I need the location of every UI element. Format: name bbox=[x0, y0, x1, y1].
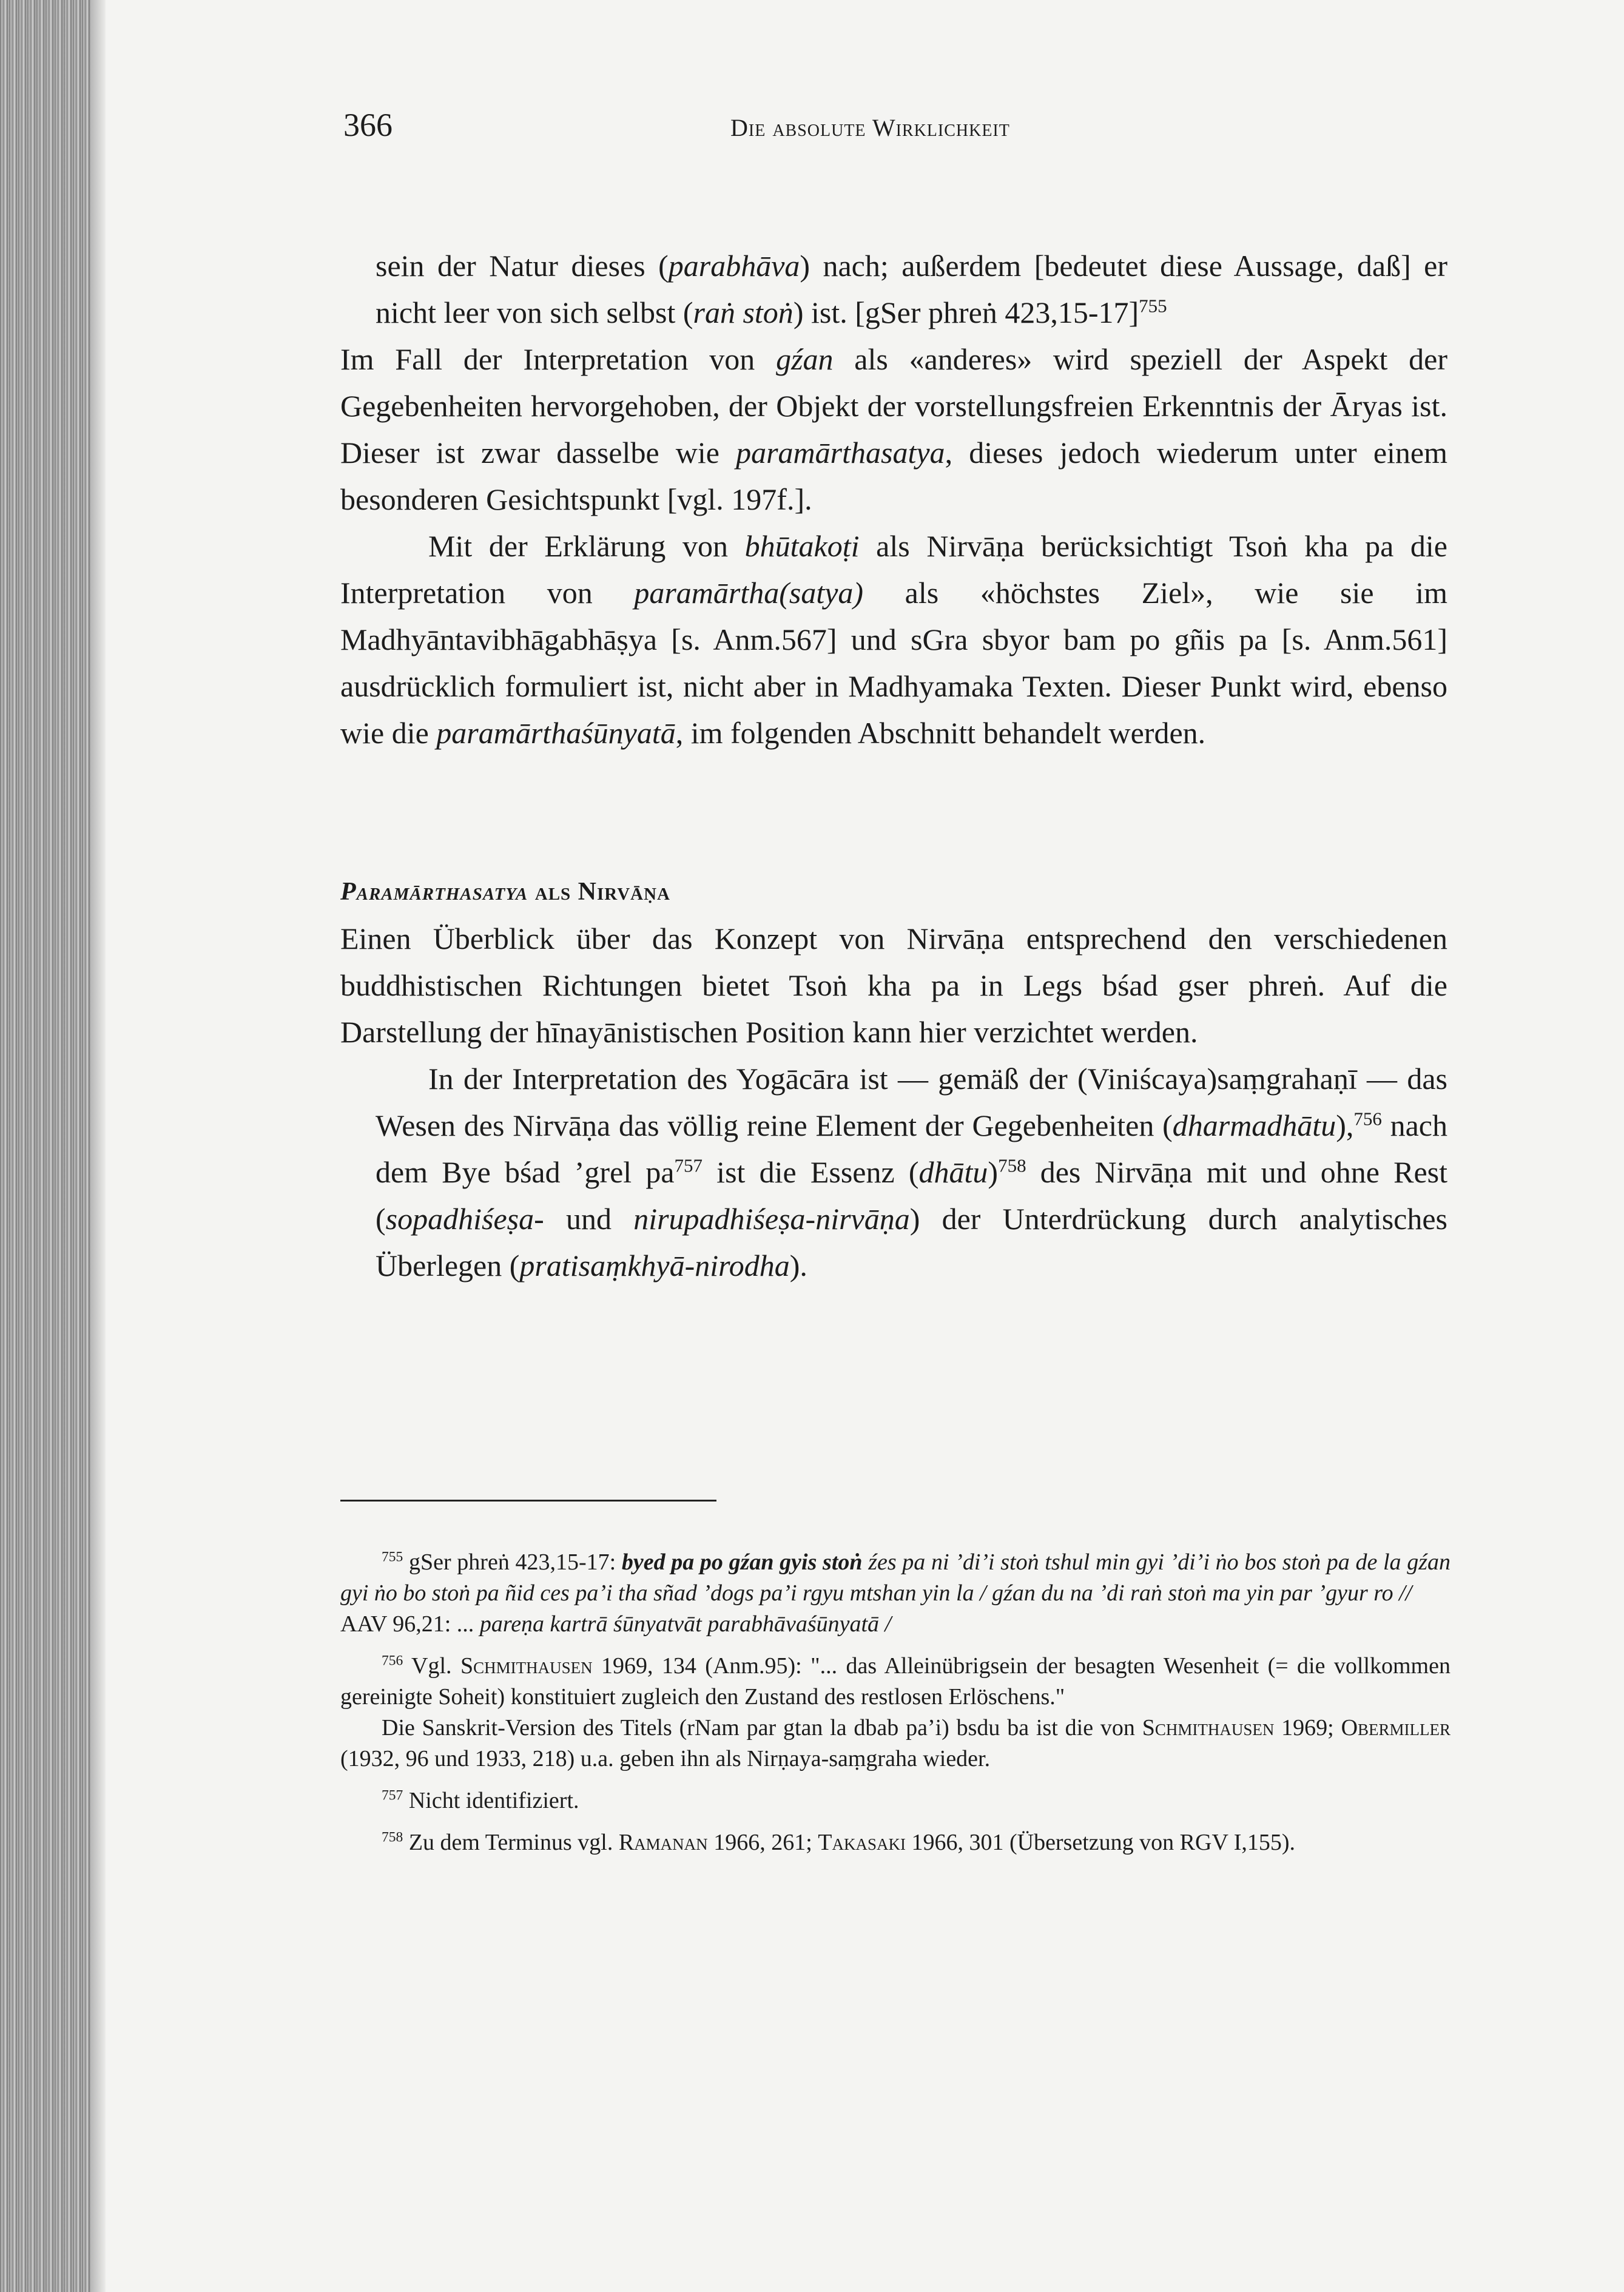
book-spine-shadow bbox=[0, 0, 91, 2292]
quote-paragraph: sein der Natur dieses (parabhāva) nach; außerdem [bedeutet diese Aussage, daß] er nicht leer von sich selbst (raṅ stoṅ) ist. [gSer phreṅ 423,15-17]$^{755}$ bbox=[376, 249, 1447, 329]
footnote-758: $^{758}$ Zu dem Terminus vgl. Ramanan 1966, 261; Takasaki 1966, 301 (Übersetzung von RGV I,155). bbox=[382, 1829, 1296, 1855]
footnotes bbox=[340, 1547, 1450, 1858]
paragraph-overview: Einen Überblick über das Konzept von Nirvāṇa entsprechend den verschiedenen buddhistischen Richtungen bietet Tsoṅ kha pa in Legs bśad gser phreṅ. Auf die Darstellung der hīnayānistischen Position kann hier verzichtet werden. bbox=[340, 922, 1447, 1049]
footnote-ref-758[interactable]: 758 bbox=[998, 1154, 1026, 1176]
page-gutter bbox=[91, 0, 106, 2292]
footnote-755-aav: AAV 96,21: ... pareṇa kartrā śūnyatvāt parabhāvaśūnyatā / bbox=[340, 1611, 892, 1637]
paragraph-bhutakoti: Mit der Erklärung von bhūtakoṭi als Nirvāṇa berücksichtigt Tsoṅ kha pa die Interpretation von paramārtha(satya) als «höchstes Ziel», wie sie im Madhyāntavibhāgabhāṣya [s. Anm.567] und sGra sbyor bam po gñis pa [s. Anm.561] ausdrücklich formuliert ist, nicht aber in Madhyamaka Texten. Dieser Punkt wird, ebenso wie die paramārthaśūnyatā, im folgenden Abschnitt behandelt werden. bbox=[340, 529, 1448, 750]
footnote-ref-756[interactable]: 756 bbox=[1353, 1108, 1382, 1130]
footnote-756: $^{756}$ Vgl. Schmithausen 1969, 134 (Anm.95): "... das Alleinübrigsein der besagten Wesenheit (= die vollkommen gereinigte Soheit) konstituiert zugleich den Zustand des restlosen Erlöschens." bbox=[340, 1653, 1450, 1710]
footnote-ref-757[interactable]: 757 bbox=[674, 1154, 703, 1176]
footnote-separator bbox=[340, 1500, 716, 1502]
paragraph-interpretation: Im Fall der Interpretation von gźan als «anderes» wird speziell der Aspekt der Gegebenheiten hervorgehoben, der Objekt der vorstellungsfreien Erkenntnis der Āryas ist. Dieser ist zwar dasselbe wie paramārthasatya, dieses jedoch wiederum unter einem besonderen Gesichtspunkt [vgl. 197f.]. bbox=[340, 342, 1448, 516]
main-text bbox=[340, 243, 1447, 1289]
page-number: 366 bbox=[343, 107, 393, 143]
section-heading: Paramārthasatya als Nirvāṇa bbox=[340, 878, 670, 906]
footnote-756-continued: Die Sanskrit-Version des Titels (rNam par gtan la dbab pa’i) bsdu ba ist die von Schmithausen 1969; Obermiller (1932, 96 und 1933, 218) u.a. geben ihn als Nirṇaya-saṃgraha wieder. bbox=[340, 1715, 1451, 1771]
paragraph-yogacara: In der Interpretation des Yogācāra ist — gemäß der (Viniścaya)saṃgrahaṇī — das Wesen des Nirvāṇa das völlig reine Element der Gegebenheiten (dharmadhātu),$^{756}$ nach dem Bye bśad ’grel $pa^{757}$ ist die Essenz (dhātu)$^{758}$ des Nirvāṇa mit und ohne Rest (sopadhiśeṣa- und nirupadhiśeṣa-nirvāṇa) der Unterdrückung durch analytisches Überlegen (pratisaṃkhyā-nirodha). bbox=[376, 1062, 1448, 1283]
running-title: Die absolute Wirklichkeit bbox=[730, 114, 1010, 141]
book-page bbox=[106, 0, 1624, 2292]
footnote-757: $^{757}$ Nicht identifiziert. bbox=[382, 1787, 579, 1813]
page-header bbox=[106, 106, 1624, 155]
footnote-755: $^{755}$ gSer phreṅ 423,15-17: byed pa po gźan gyis stoṅ źes pa ni ’di’i stoṅ tshul min gyi ’di’i ṅo bos stoṅ pa de la gźan gyi ṅo bo stoṅ pa ñid ces pa’i tha sñad ’dogs pa’i rgyu mtshan yin la / gźan du na ’di raṅ stoṅ ma yin par ’gyur ro // bbox=[340, 1549, 1450, 1606]
footnote-ref-755[interactable]: 755 bbox=[1139, 295, 1167, 317]
